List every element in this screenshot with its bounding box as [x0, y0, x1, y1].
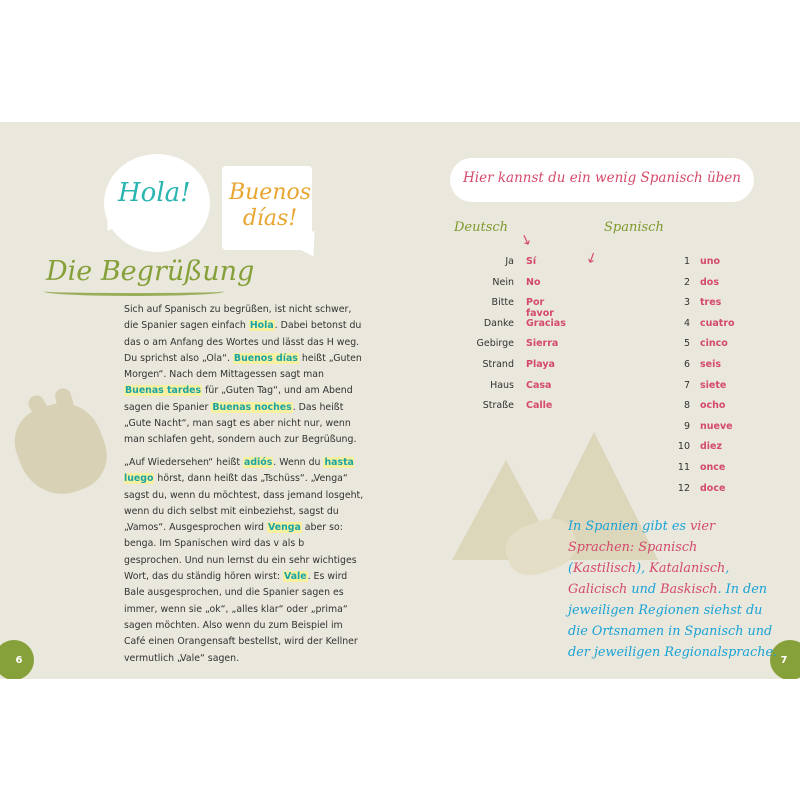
languages-note — [568, 516, 778, 663]
note-segment: Baskisch — [660, 582, 718, 597]
highlight-word: Vale — [283, 571, 307, 583]
german-word: Nein — [492, 276, 514, 288]
book-spread — [0, 122, 800, 679]
number-digit: 4 — [683, 317, 690, 329]
arrow-down-icon: ↘ — [517, 230, 535, 250]
note-segment: Spanisch — [638, 540, 698, 555]
number-digit: 10 — [677, 441, 690, 453]
bottom-margin — [0, 679, 800, 800]
german-word: Straße — [482, 400, 514, 412]
number-digit: 9 — [683, 420, 690, 432]
label-spanisch: Spanisch — [604, 220, 664, 235]
intro-paragraph: Sich auf Spanisch zu begrüßen, ist nicht schwer, die Spanier sagen einfach Hola. Dabei betonst du das o am Anfang des Wortes und lässt das H weg. Du sprichst also „Ola“. Buenos días heißt „Guten Morgen“. Nach dem Mittagessen sagt man Buenas tardes für „Guten Tag“, und am Abend sagen die Spanier Buenas noches. Das heißt „Gute Nacht“, man sagt es aber nicht nur, wenn man schlafen geht, sondern auch zur Begrüßung. — [124, 304, 362, 446]
note-segment: . In den jeweiligen Regionen siehst du die Ortsnamen in Spanisch und der jeweiligen Regionalsprache. — [568, 582, 778, 660]
spanish-word: Sí — [526, 256, 537, 267]
german-word: Gebirge — [476, 338, 514, 350]
note-segment: vier Sprachen: — [568, 519, 716, 555]
spanish-word: Calle — [526, 400, 553, 412]
number-word: cuatro — [700, 317, 735, 329]
number-digit: 3 — [683, 297, 690, 309]
number-digit: 8 — [683, 400, 690, 412]
page-number-left: 6 — [0, 640, 34, 679]
farewell-paragraph: „Auf Wiedersehen“ heißt adiós. Wenn du hasta luego hörst, dann heißt das „Tschüss“. „Venga“ sagst du, wenn du möchtest, dass jemand losgeht, wenn du dich selbst mit einbeziehst, sagst du „Vamos“. Ausgesprochen wird Venga aber so: benga. Im Spanischen wird das v als b gesprochen. Und nun lernst du ein sehr wichtiges Wort, das du ständig hören wirst: Vale. Es wird Bale ausgesprochen, und die Spanier sagen es immer, wenn sie „ok“, „alles klar“ oder „prima“ sagen möchten. Also wenn du zum Beispiel im Café einen Orangensaft bestellst, wird der Kellner vermutlich „Vale“ sagen. — [124, 457, 364, 664]
note-segment: Kastilisch — [573, 561, 637, 576]
number-digit: 11 — [677, 462, 690, 473]
number-word: siete — [700, 379, 727, 391]
note-segment: Galicisch — [568, 582, 628, 597]
highlight-word: Buenas noches — [212, 401, 292, 413]
highlight-word: hasta luego — [124, 457, 354, 485]
german-word: Strand — [482, 359, 514, 370]
number-word: cinco — [700, 338, 728, 350]
note-segment: Katalanisch — [649, 561, 726, 576]
highlight-word: Buenos días — [233, 352, 298, 364]
spanish-word: Por favor — [526, 297, 554, 320]
number-digit: 5 — [683, 338, 690, 350]
note-segment: In Spanien gibt es — [568, 519, 691, 534]
number-digit: 12 — [677, 482, 690, 494]
number-digit: 2 — [683, 276, 690, 288]
number-digit: 6 — [683, 359, 690, 370]
hola-greeting: Hola! — [118, 178, 191, 208]
note-segment: ), — [636, 561, 650, 576]
spanish-word: Playa — [526, 359, 555, 370]
number-digit: 1 — [683, 256, 690, 267]
spanish-word: Sierra — [526, 338, 559, 350]
label-deutsch: Deutsch — [454, 220, 509, 235]
practice-banner-text: Hier kannst du ein wenig Spanisch üben — [463, 170, 741, 186]
spanish-word: Casa — [526, 379, 552, 391]
number-word: seis — [700, 359, 722, 370]
note-segment: ( — [568, 561, 573, 576]
highlight-word: adiós — [244, 457, 273, 468]
spanish-word: No — [526, 276, 541, 288]
page-title: Die Begrüßung — [46, 256, 255, 287]
buenos-dias-greeting: Buenos días! — [228, 180, 312, 231]
highlight-word: Venga — [268, 522, 301, 534]
top-margin — [0, 0, 800, 122]
arrow-left-icon: ↙ — [583, 248, 601, 268]
number-word: once — [700, 462, 726, 473]
highlight-word: Buenas tardes — [125, 385, 202, 397]
number-word: nueve — [700, 420, 733, 432]
number-digit: 7 — [683, 379, 690, 391]
note-segment: und — [627, 582, 661, 597]
number-word: doce — [700, 482, 726, 494]
number-word: dos — [700, 276, 719, 288]
german-word: Haus — [490, 379, 514, 391]
german-word: Bitte — [491, 297, 514, 309]
number-word: diez — [700, 441, 723, 453]
highlight-word: Hola — [249, 320, 274, 332]
title-underline — [44, 287, 224, 296]
number-word: uno — [700, 256, 721, 267]
german-word: Ja — [505, 256, 514, 267]
spanish-word: Gracias — [526, 317, 566, 329]
note-segment: , — [725, 561, 730, 576]
page-number-right: 7 — [770, 640, 800, 679]
german-word: Danke — [483, 317, 514, 329]
number-word: ocho — [700, 400, 726, 412]
number-word: tres — [700, 297, 722, 309]
